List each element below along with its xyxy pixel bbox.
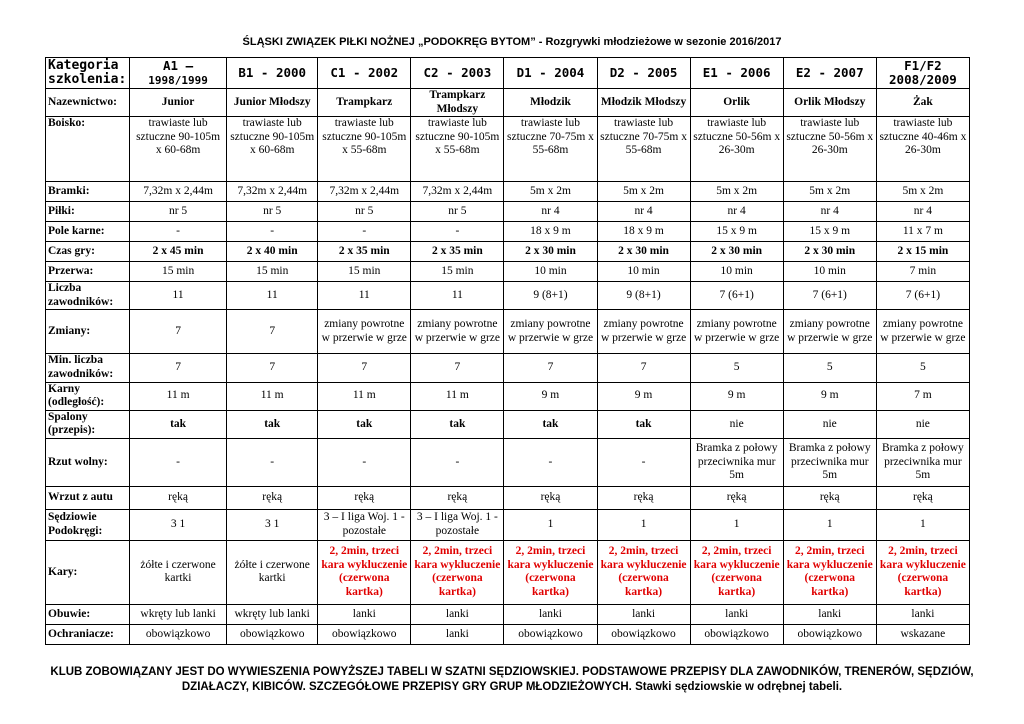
header-category-7	[783, 58, 876, 89]
table-cell: Junior Młodszy	[227, 89, 318, 117]
table-row	[46, 282, 970, 310]
table-cell: Bramka z połowy przeciwnika mur 5m	[690, 438, 783, 486]
table-cell: 15 min	[411, 262, 504, 282]
table-cell: 9 m	[504, 382, 597, 410]
table-cell: zmiany powrotne w przerwie w grze	[690, 310, 783, 354]
table-cell: 18 x 9 m	[597, 222, 690, 242]
table-cell: 2 x 40 min	[227, 242, 318, 262]
table-cell: trawiaste lub sztuczne 40-46m x 26-30m	[876, 117, 969, 182]
row-label: Piłki:	[46, 202, 130, 222]
row-label: Nazewnictwo:	[46, 89, 130, 117]
table-cell: Bramka z połowy przeciwnika mur 5m	[876, 438, 969, 486]
table-cell: obowiązkowo	[690, 624, 783, 644]
table-cell: lanki	[504, 604, 597, 624]
table-cell: obowiązkowo	[227, 624, 318, 644]
table-cell: żółte i czerwone kartki	[130, 540, 227, 604]
row-label: Zmiany:	[46, 310, 130, 354]
table-cell: ręką	[411, 486, 504, 509]
table-cell: 7	[597, 354, 690, 382]
table-cell: wkręty lub lanki	[130, 604, 227, 624]
table-cell: ręką	[504, 486, 597, 509]
table-cell: zmiany powrotne w przerwie w grze	[504, 310, 597, 354]
table-cell: 1	[876, 509, 969, 540]
header-category-6	[690, 58, 783, 89]
table-cell: 3 – I liga Woj. 1 - pozostałe	[411, 509, 504, 540]
table-cell: 5m x 2m	[876, 182, 969, 202]
row-label: Liczba zawodników:	[46, 282, 130, 310]
table-cell: 7 (6+1)	[876, 282, 969, 310]
category-code: C2 - 2003	[423, 65, 492, 80]
row-label: Ochraniacze:	[46, 624, 130, 644]
table-cell: 7	[227, 354, 318, 382]
table-cell: 11 x 7 m	[876, 222, 969, 242]
table-cell: ręką	[130, 486, 227, 509]
row-label: Spalony (przepis):	[46, 410, 130, 438]
table-cell: nr 4	[783, 202, 876, 222]
table-cell: 5m x 2m	[597, 182, 690, 202]
table-cell: Trampkarz	[318, 89, 411, 117]
table-cell: zmiany powrotne w przerwie w grze	[597, 310, 690, 354]
table-cell: zmiany powrotne w przerwie w grze	[411, 310, 504, 354]
table-cell: nr 4	[876, 202, 969, 222]
category-code: E1 - 2006	[702, 65, 771, 80]
header-category-3	[411, 58, 504, 89]
table-cell: 10 min	[690, 262, 783, 282]
table-cell: -	[227, 438, 318, 486]
table-row	[46, 438, 970, 486]
table-cell: 3 1	[227, 509, 318, 540]
table-cell: 2, 2min, trzeci kara wykluczenie (czerwona kartka)	[690, 540, 783, 604]
table-cell: 15 x 9 m	[690, 222, 783, 242]
table-cell: 1	[597, 509, 690, 540]
table-cell: obowiązkowo	[783, 624, 876, 644]
table-cell: 7,32m x 2,44m	[411, 182, 504, 202]
table-cell: wskazane	[876, 624, 969, 644]
row-label: Boisko:	[46, 117, 130, 182]
table-cell: 11	[227, 282, 318, 310]
table-row	[46, 262, 970, 282]
table-row	[46, 222, 970, 242]
table-cell: ręką	[227, 486, 318, 509]
table-cell: Młodzik	[504, 89, 597, 117]
table-cell: 2 x 30 min	[597, 242, 690, 262]
table-cell: 15 x 9 m	[783, 222, 876, 242]
table-cell: Bramka z połowy przeciwnika mur 5m	[783, 438, 876, 486]
table-cell: 15 min	[318, 262, 411, 282]
table-cell: 9 m	[783, 382, 876, 410]
table-cell: 5	[690, 354, 783, 382]
category-code: D2 - 2005	[609, 65, 678, 80]
table-row	[46, 410, 970, 438]
table-cell: Trampkarz Młodszy	[411, 89, 504, 117]
category-code: D1 - 2004	[516, 65, 585, 80]
table-cell: nie	[690, 410, 783, 438]
table-cell: tak	[411, 410, 504, 438]
row-label: Pole karne:	[46, 222, 130, 242]
table-cell: Orlik Młodszy	[783, 89, 876, 117]
row-label: Wrzut z autu	[46, 486, 130, 509]
table-cell: lanki	[597, 604, 690, 624]
table-cell: zmiany powrotne w przerwie w grze	[876, 310, 969, 354]
table-cell: tak	[130, 410, 227, 438]
table-cell: 2, 2min, trzeci kara wykluczenie (czerwona kartka)	[318, 540, 411, 604]
category-years: 2008/2009	[889, 72, 957, 87]
table-cell: 9 (8+1)	[504, 282, 597, 310]
table-cell: 11	[318, 282, 411, 310]
table-cell: 9 (8+1)	[597, 282, 690, 310]
table-cell: -	[227, 222, 318, 242]
table-row	[46, 202, 970, 222]
row-label: Rzut wolny:	[46, 438, 130, 486]
footer-note: KLUB ZOBOWIĄZANY JEST DO WYWIESZENIA POWYŻSZEJ TABELI W SZATNI SĘDZIOWSKIEJ. PODSTAWOWE PRZEPISY DLA ZAWODNIKÓW, TRENERÓW, SĘDZIÓW, DZIAŁACZY, KIBICÓW. SZCZEGÓŁOWE PRZEPISY GRY GRUP MŁODZIEŻOWYCH. Stawki sędziowskie w odrębnej tabeli.	[50, 666, 974, 693]
table-row	[46, 509, 970, 540]
table-cell: 7	[504, 354, 597, 382]
table-cell: nr 5	[227, 202, 318, 222]
table-row	[46, 182, 970, 202]
table-cell: ręką	[783, 486, 876, 509]
table-cell: 15 min	[130, 262, 227, 282]
table-cell: 9 m	[690, 382, 783, 410]
category-code: C1 - 2002	[330, 65, 399, 80]
table-cell: Żak	[876, 89, 969, 117]
table-cell: nr 4	[597, 202, 690, 222]
table-cell: tak	[504, 410, 597, 438]
table-cell: -	[504, 438, 597, 486]
table-cell: 7,32m x 2,44m	[227, 182, 318, 202]
table-cell: nr 5	[318, 202, 411, 222]
table-cell: nr 4	[504, 202, 597, 222]
header-category-1	[227, 58, 318, 89]
header-category-4	[504, 58, 597, 89]
table-cell: lanki	[876, 604, 969, 624]
table-cell: 15 min	[227, 262, 318, 282]
table-cell: 2 x 30 min	[504, 242, 597, 262]
table-cell: nr 5	[411, 202, 504, 222]
rules-table	[45, 57, 970, 645]
header-label: Kategoria szkolenia:	[46, 58, 130, 89]
table-cell: lanki	[411, 604, 504, 624]
table-cell: 7	[130, 310, 227, 354]
table-cell: 11 m	[227, 382, 318, 410]
table-cell: lanki	[318, 604, 411, 624]
header-row	[46, 58, 970, 89]
table-cell: 7	[318, 354, 411, 382]
table-row	[46, 89, 970, 117]
table-cell: 2, 2min, trzeci kara wykluczenie (czerwona kartka)	[783, 540, 876, 604]
table-cell: trawiaste lub sztuczne 90-105m x 55-68m	[318, 117, 411, 182]
table-cell: 10 min	[597, 262, 690, 282]
table-cell: nie	[783, 410, 876, 438]
table-cell: 10 min	[504, 262, 597, 282]
table-cell: 5	[876, 354, 969, 382]
row-label: Przerwa:	[46, 262, 130, 282]
table-cell: 11 m	[130, 382, 227, 410]
page-title: ŚLĄSKI ZWIĄZEK PIŁKI NOŻNEJ „PODOKRĘG BYTOM” - Rozgrywki młodzieżowe w sezonie 2016/2017	[242, 36, 782, 48]
category-code: A1 –	[163, 57, 194, 73]
category-code: B1 - 2000	[238, 65, 307, 80]
row-label: Kary:	[46, 540, 130, 604]
table-cell: -	[130, 438, 227, 486]
row-label: Obuwie:	[46, 604, 130, 624]
table-cell: trawiaste lub sztuczne 90-105m x 60-68m	[130, 117, 227, 182]
table-cell: Młodzik Młodszy	[597, 89, 690, 117]
table-cell: 3 1	[130, 509, 227, 540]
table-cell: 2 x 45 min	[130, 242, 227, 262]
table-cell: 7	[130, 354, 227, 382]
table-row	[46, 604, 970, 624]
table-cell: obowiązkowo	[130, 624, 227, 644]
table-cell: 5m x 2m	[783, 182, 876, 202]
table-cell: 11	[130, 282, 227, 310]
table-row	[46, 354, 970, 382]
table-cell: trawiaste lub sztuczne 70-75m x 55-68m	[597, 117, 690, 182]
table-cell: żółte i czerwone kartki	[227, 540, 318, 604]
table-cell: 2 x 30 min	[690, 242, 783, 262]
table-cell: 2 x 15 min	[876, 242, 969, 262]
table-cell: lanki	[783, 604, 876, 624]
row-label: Czas gry:	[46, 242, 130, 262]
table-cell: 2 x 30 min	[783, 242, 876, 262]
table-cell: 7 (6+1)	[690, 282, 783, 310]
table-cell: -	[318, 222, 411, 242]
table-cell: -	[130, 222, 227, 242]
table-cell: nr 4	[690, 202, 783, 222]
category-code: E2 - 2007	[795, 65, 864, 80]
table-cell: 1	[690, 509, 783, 540]
table-cell: 5m x 2m	[690, 182, 783, 202]
header-category-2	[318, 58, 411, 89]
table-row	[46, 117, 970, 182]
table-cell: -	[411, 222, 504, 242]
table-cell: nr 5	[130, 202, 227, 222]
table-cell: ręką	[690, 486, 783, 509]
table-row	[46, 310, 970, 354]
table-cell: 2, 2min, trzeci kara wykluczenie (czerwona kartka)	[597, 540, 690, 604]
table-row	[46, 540, 970, 604]
table-cell: 2, 2min, trzeci kara wykluczenie (czerwona kartka)	[411, 540, 504, 604]
table-cell: 7,32m x 2,44m	[318, 182, 411, 202]
table-cell: 2, 2min, trzeci kara wykluczenie (czerwona kartka)	[504, 540, 597, 604]
table-cell: 9 m	[597, 382, 690, 410]
table-cell: 5m x 2m	[504, 182, 597, 202]
table-cell: 7 (6+1)	[783, 282, 876, 310]
table-cell: ręką	[318, 486, 411, 509]
table-cell: ręką	[597, 486, 690, 509]
table-cell: lanki	[411, 624, 504, 644]
table-cell: trawiaste lub sztuczne 50-56m x 26-30m	[690, 117, 783, 182]
row-label: Sędziowie Podokręgi:	[46, 509, 130, 540]
table-cell: tak	[597, 410, 690, 438]
table-row	[46, 486, 970, 509]
table-cell: 7	[411, 354, 504, 382]
table-cell: ręką	[876, 486, 969, 509]
table-cell: trawiaste lub sztuczne 50-56m x 26-30m	[783, 117, 876, 182]
table-cell: 1	[504, 509, 597, 540]
category-years: 1998/1999	[148, 73, 208, 87]
table-cell: 18 x 9 m	[504, 222, 597, 242]
table-cell: 3 – I liga Woj. 1 - pozostałe	[318, 509, 411, 540]
table-row	[46, 624, 970, 644]
header-category-0	[130, 58, 227, 89]
table-row	[46, 382, 970, 410]
table-cell: trawiaste lub sztuczne 70-75m x 55-68m	[504, 117, 597, 182]
table-cell: obowiązkowo	[597, 624, 690, 644]
table-cell: 10 min	[783, 262, 876, 282]
table-cell: tak	[318, 410, 411, 438]
table-cell: 11 m	[318, 382, 411, 410]
table-cell: -	[597, 438, 690, 486]
table-cell: 1	[783, 509, 876, 540]
category-code: F1/F2	[904, 58, 942, 73]
table-cell: 7 min	[876, 262, 969, 282]
header-category-8	[876, 58, 969, 89]
table-cell: -	[411, 438, 504, 486]
table-cell: 7	[227, 310, 318, 354]
table-cell: tak	[227, 410, 318, 438]
table-cell: wkręty lub lanki	[227, 604, 318, 624]
table-cell: lanki	[690, 604, 783, 624]
row-label: Min. liczba zawodników:	[46, 354, 130, 382]
table-cell: 5	[783, 354, 876, 382]
table-cell: zmiany powrotne w przerwie w grze	[318, 310, 411, 354]
table-cell: obowiązkowo	[318, 624, 411, 644]
header-category-5	[597, 58, 690, 89]
row-label: Bramki:	[46, 182, 130, 202]
table-row	[46, 242, 970, 262]
table-cell: 7 m	[876, 382, 969, 410]
table-cell: nie	[876, 410, 969, 438]
row-label: Karny (odległość):	[46, 382, 130, 410]
table-cell: 7,32m x 2,44m	[130, 182, 227, 202]
table-cell: 2 x 35 min	[318, 242, 411, 262]
table-cell: trawiaste lub sztuczne 90-105m x 55-68m	[411, 117, 504, 182]
table-cell: obowiązkowo	[504, 624, 597, 644]
table-cell: 2, 2min, trzeci kara wykluczenie (czerwona kartka)	[876, 540, 969, 604]
table-cell: Junior	[130, 89, 227, 117]
table-cell: zmiany powrotne w przerwie w grze	[783, 310, 876, 354]
table-cell: 11	[411, 282, 504, 310]
table-cell: 11 m	[411, 382, 504, 410]
table-cell: Orlik	[690, 89, 783, 117]
table-cell: 2 x 35 min	[411, 242, 504, 262]
table-cell: -	[318, 438, 411, 486]
table-cell: trawiaste lub sztuczne 90-105m x 60-68m	[227, 117, 318, 182]
